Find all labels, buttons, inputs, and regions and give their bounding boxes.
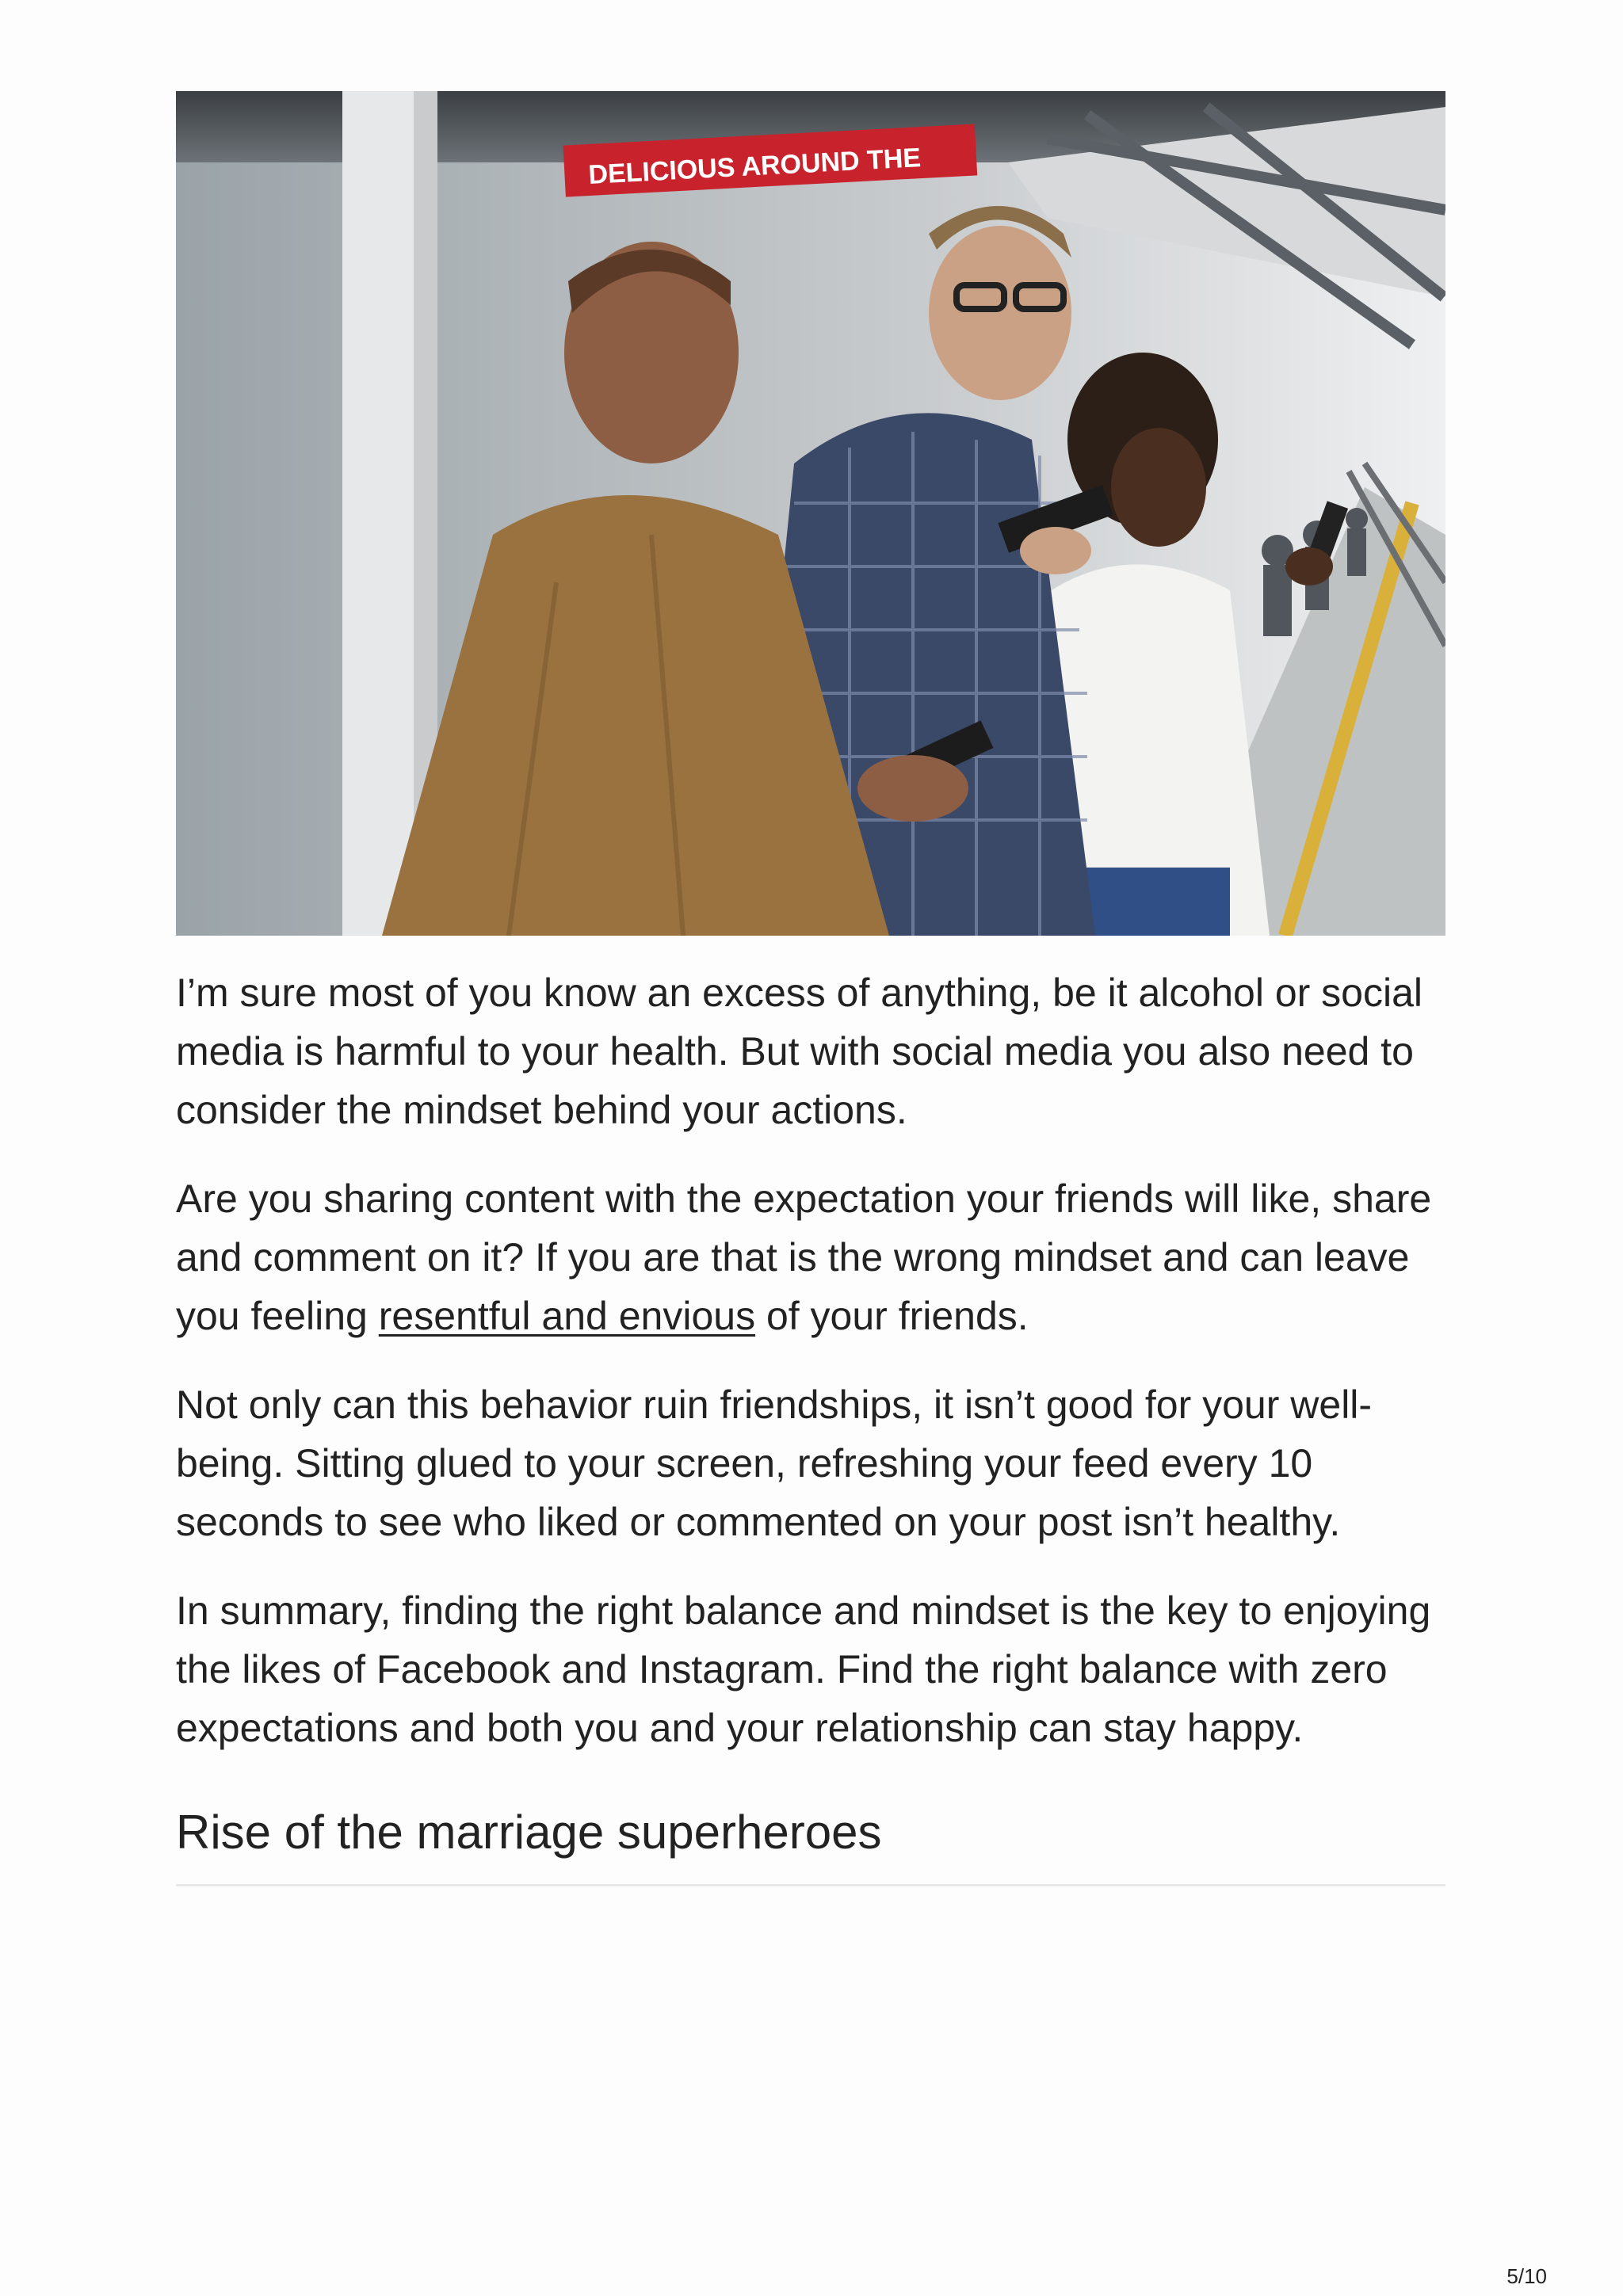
article-photo <box>176 91 1445 936</box>
page-number: 5/10 <box>1507 2264 1547 2288</box>
resentful-and-envious-link[interactable]: resentful and envious <box>378 1294 756 1338</box>
section-heading: Rise of the marriage superheroes <box>176 1797 1445 1886</box>
paragraph-2 <box>176 1169 1452 1345</box>
article-body <box>176 963 1452 1787</box>
paragraph-3: Not only can this behavior ruin friendships, it isn’t good for your well-being. Sitting glued to your screen, refreshing your feed every 10 seconds to see who liked or commented on your post isn’t healthy. <box>176 1383 1373 1544</box>
paragraph-2-before: Are you sharing content with the expectation your friends will like, share and comment on it? If you are that is the wrong mindset and can leave you feeling <box>176 1177 1432 1338</box>
paragraph-1: I’m sure most of you know an excess of anything, be it alcohol or social media is harmful to your health. But with social media you also need to consider the mindset behind your actions. <box>176 971 1423 1132</box>
banner-text: DELICIOUS AROUND THE <box>587 143 922 191</box>
paragraph-4: In summary, finding the right balance and mindset is the key to enjoying the likes of Facebook and Instagram. Find the right balance with zero expectations and both you and your relationship can stay happy. <box>176 1589 1431 1750</box>
photo-illustration <box>176 91 1445 936</box>
paragraph-2-after: of your friends. <box>755 1294 1029 1338</box>
